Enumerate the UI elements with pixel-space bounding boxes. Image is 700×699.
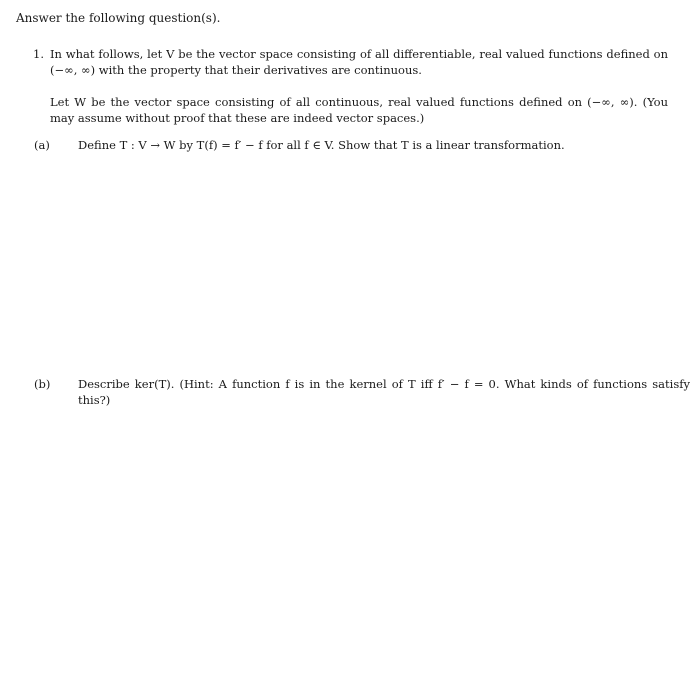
question-intro: In what follows, let V be the vector space consisting of all differentiable, real valued functions defined on (−∞, ∞) with the property that their derivatives are continuous.: [50, 47, 668, 77]
question-number: 1.: [33, 47, 44, 61]
instruction-text: Answer the following question(s).: [16, 11, 221, 25]
part-b-label: (b): [34, 377, 51, 391]
part-b-text: Describe ker(T). (Hint: A function f is in the kernel of T iff f′ − f = 0. What kinds of functions satisfy this?): [78, 377, 690, 407]
part-a: [34, 137, 690, 153]
part-a-label: (a): [34, 138, 50, 152]
question-paragraph: Let W be the vector space consisting of all continuous, real valued functions defined on (−∞, ∞). (You may assume without proof that these are indeed vector spaces.): [50, 95, 668, 125]
part-b: [34, 376, 690, 408]
part-a-text: Define T : V → W by T(f) = f′ − f for all f ∈ V. Show that T is a linear transformation.: [78, 138, 565, 152]
